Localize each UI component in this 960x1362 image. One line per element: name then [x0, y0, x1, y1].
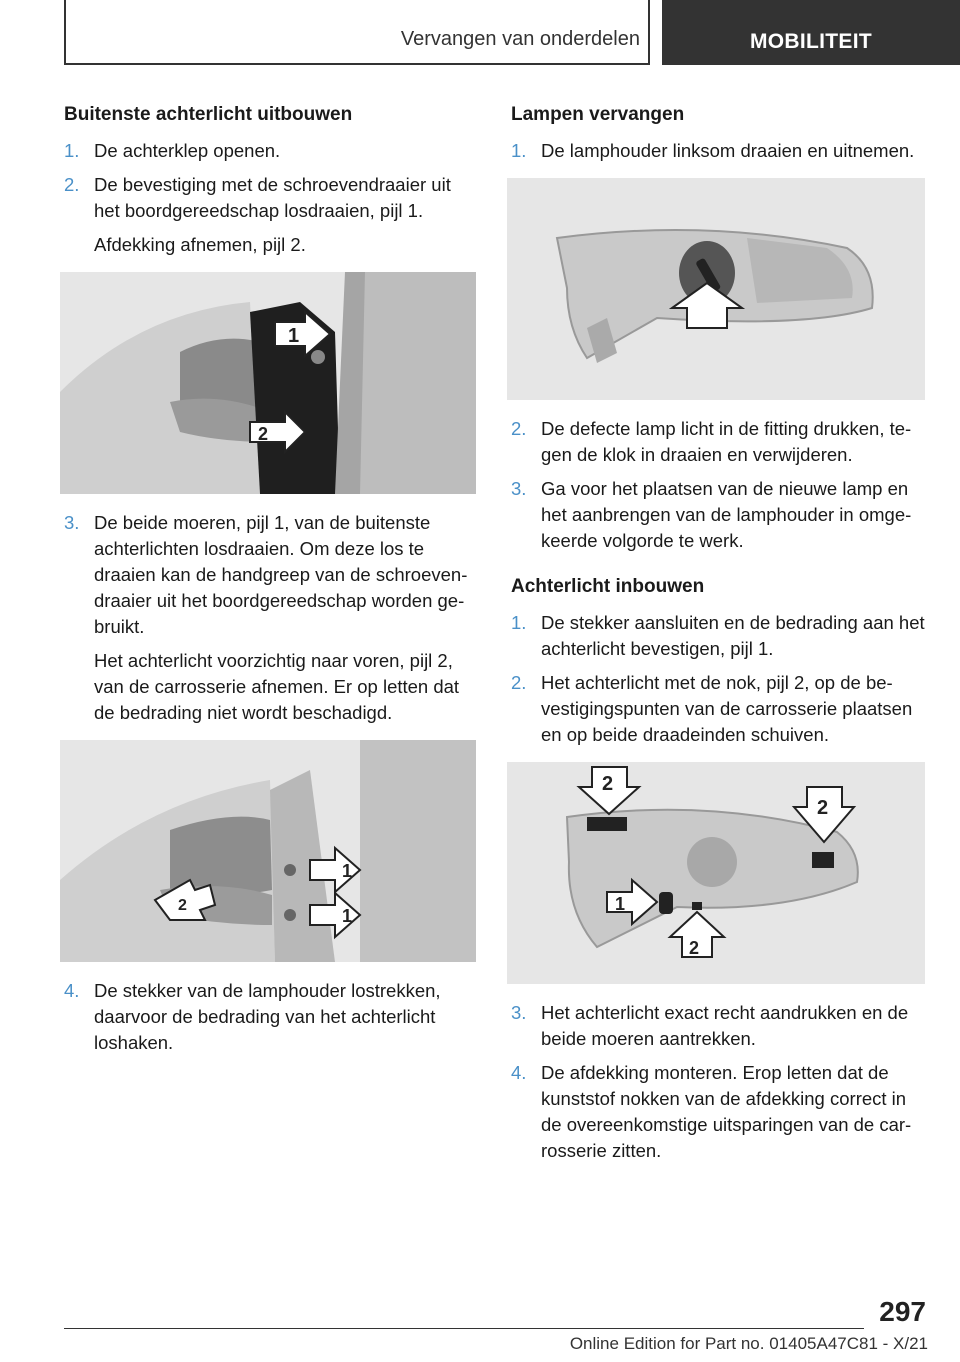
arrow-label-2a: 2: [602, 773, 614, 795]
step-text: De achterklep openen.: [94, 140, 281, 161]
list-item: [64, 138, 476, 164]
arrow-label-1: 1: [288, 325, 300, 347]
arrow-label-2c: 2: [689, 938, 700, 958]
list-item: [64, 172, 476, 224]
step-text: De afdekking monteren. Erop letten dat de kunststof nokken van de afdekking correct in de overeenkomstige uitsparingen van de car-rosserie zitten.: [541, 1062, 912, 1161]
step-text: De lamphouder linksom draaien en uitnemen.: [541, 140, 915, 161]
list-item: [64, 978, 476, 1056]
section-title: Vervangen van onderdelen: [400, 28, 640, 50]
step-text: De bevestiging met de schroevendraaier uit het boordgereedschap losdraaien, pijl 1.: [94, 174, 451, 221]
step-number: 3.: [511, 478, 527, 499]
list-item: [511, 476, 925, 554]
list-item: [64, 510, 476, 640]
figure-install-taillight: [507, 762, 925, 984]
step-number: 1.: [511, 140, 527, 161]
step-number: 2.: [511, 672, 527, 693]
header-mid-rule: [648, 0, 650, 64]
step-number: 1.: [64, 140, 80, 161]
list-item: [511, 610, 925, 662]
step-number: 4.: [64, 980, 80, 1001]
chapter-title: MOBILITEIT: [750, 29, 872, 53]
step-text: Het achterlicht exact recht aandrukken en de beide moeren aantrekken.: [541, 1002, 909, 1049]
arrow-label-2: 2: [258, 424, 269, 444]
figure-bulb-holder: [507, 178, 925, 400]
figure-nuts-removal: [60, 740, 476, 962]
heading-replace-bulbs: Lampen vervangen: [511, 104, 685, 125]
chapter-tab: [662, 0, 960, 65]
taillight-install-illustration: [507, 762, 925, 984]
step-number: 3.: [64, 512, 80, 533]
arrow-label-2: 2: [178, 897, 187, 914]
heading-remove-taillight: Buitenste achterlicht uitbouwen: [64, 104, 353, 125]
arrow-label-1b: 1: [342, 906, 353, 926]
step-note: Het achterlicht voorzichtig naar voren, pijl 2, van de carrosserie afnemen. Er op letten dat de bedrading niet wordt beschadigd.: [94, 650, 460, 723]
list-item: [511, 670, 925, 748]
step-note: Afdekking afnemen, pijl 2.: [94, 234, 306, 255]
taillight-cover-illustration: [60, 272, 476, 494]
bulb-holder-illustration: [507, 178, 925, 400]
step-text: De defecte lamp licht in de fitting drukken, te-gen de klok in draaien en verwijderen.: [541, 418, 912, 465]
step-text: Ga voor het plaatsen van de nieuwe lamp en het aanbrengen van de lamphouder in omge-keerde volgorde te werk.: [541, 478, 912, 551]
step-number: 4.: [511, 1062, 527, 1083]
page-number: 297: [879, 1296, 926, 1327]
step-text: De stekker van de lamphouder lostrekken, daarvoor de bedrading van het achterlicht loshaken.: [94, 980, 441, 1053]
step-number: 1.: [511, 612, 527, 633]
list-item: [511, 416, 925, 468]
arrow-label-1: 1: [615, 894, 626, 914]
right-column: [511, 100, 925, 1172]
header-bottom-rule: [64, 63, 650, 65]
heading-install-taillight: Achterlicht inbouwen: [511, 576, 705, 597]
edition-footer: Online Edition for Part no. 01405A47C81 - X/21: [569, 1334, 928, 1353]
list-item: [511, 138, 925, 164]
list-item: [511, 1060, 925, 1164]
footer-rule: [64, 1328, 864, 1329]
figure-cover-removal: [60, 272, 476, 494]
step-number: 2.: [64, 174, 80, 195]
step-text: De beide moeren, pijl 1, van de buitenste achterlichten losdraaien. Om deze los te draaien kan de handgreep van de schroeven-draaier uit het boordgereedschap worden ge-bruikt.: [94, 512, 468, 637]
list-item: [511, 1000, 925, 1052]
arrow-label-1a: 1: [342, 861, 353, 881]
header-left-rule: [64, 0, 66, 64]
step-number: 2.: [511, 418, 527, 439]
left-column: [64, 100, 476, 1064]
taillight-nuts-illustration: [60, 740, 476, 962]
step-text: Het achterlicht met de nok, pijl 2, op de be-vestigingspunten van de carrosserie plaatsen en op beide draadeinden schuiven.: [541, 672, 913, 745]
step-number: 3.: [511, 1002, 527, 1023]
step-text: De stekker aansluiten en de bedrading aan het achterlicht bevestigen, pijl 1.: [541, 612, 925, 659]
arrow-label-2b: 2: [817, 797, 829, 819]
